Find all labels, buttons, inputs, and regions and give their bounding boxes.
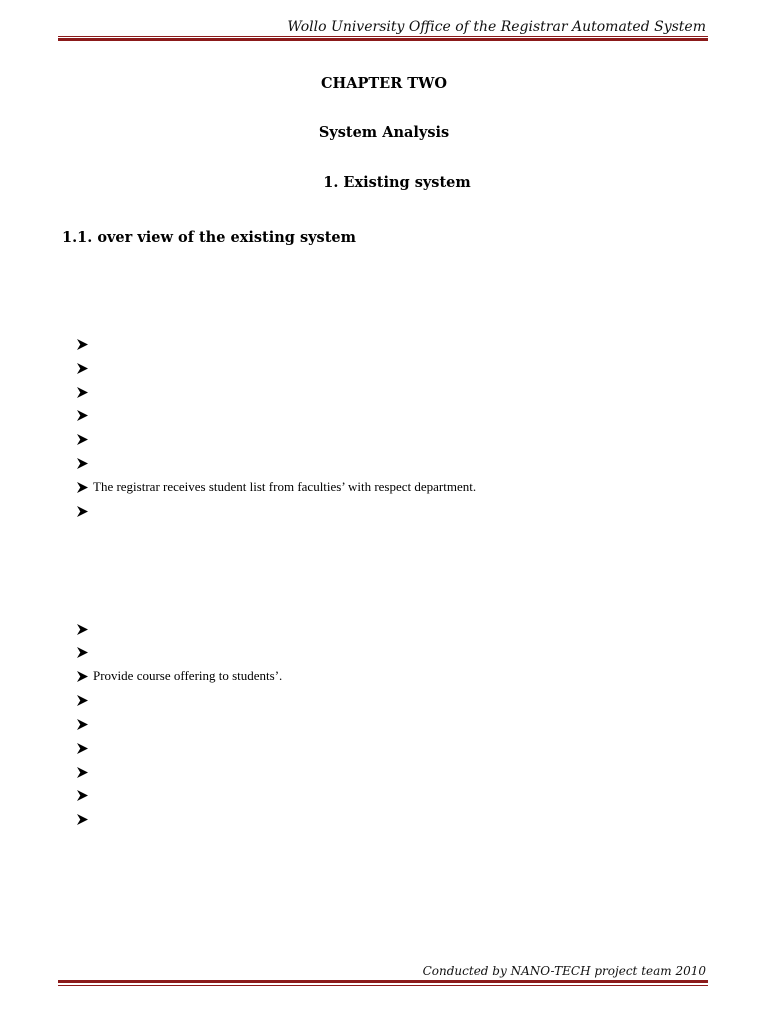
arrowhead-bullet-icon (77, 624, 88, 635)
list-item (77, 786, 93, 804)
list-item (77, 643, 93, 661)
list-item (77, 810, 93, 828)
arrowhead-bullet-icon (77, 410, 88, 421)
list-item (77, 430, 93, 448)
footer-rule-thin (58, 985, 708, 986)
list-item-text: Provide course offering to students’. (93, 668, 283, 683)
list-item (77, 739, 93, 757)
arrowhead-bullet-icon (77, 647, 88, 658)
list-item (77, 359, 93, 377)
arrowhead-bullet-icon (77, 767, 88, 778)
list-item (77, 667, 282, 685)
chapter-title: CHAPTER TWO (320, 75, 448, 92)
arrowhead-bullet-icon (77, 506, 88, 517)
section-title: 1. Existing system (323, 174, 471, 191)
list-item (77, 335, 93, 353)
header-rule-thick (58, 38, 708, 41)
arrowhead-bullet-icon (77, 695, 88, 706)
list-item (77, 502, 93, 520)
arrowhead-bullet-icon (77, 743, 88, 754)
list-item (77, 478, 476, 496)
list-item (77, 691, 93, 709)
arrowhead-bullet-icon (77, 482, 88, 493)
list-item (77, 383, 93, 401)
list-item (77, 454, 93, 472)
arrowhead-bullet-icon (77, 719, 88, 730)
header-rule-thin (58, 36, 708, 37)
list-item (77, 715, 93, 733)
arrowhead-bullet-icon (77, 458, 88, 469)
chapter-subtitle: System Analysis (318, 124, 450, 141)
arrowhead-bullet-icon (77, 790, 88, 801)
list-item (77, 763, 93, 781)
footer-credit: Conducted by NANO-TECH project team 2010 (422, 964, 706, 978)
arrowhead-bullet-icon (77, 671, 88, 682)
list-item (77, 406, 93, 424)
arrowhead-bullet-icon (77, 434, 88, 445)
header-title: Wollo University Office of the Registrar Automated System (287, 19, 706, 35)
footer-rule-thick (58, 980, 708, 983)
subsection-heading: 1.1. over view of the existing system (62, 229, 356, 246)
arrowhead-bullet-icon (77, 339, 88, 350)
list-item-text: The registrar receives student list from faculties’ with respect department. (93, 479, 477, 494)
arrowhead-bullet-icon (77, 814, 88, 825)
arrowhead-bullet-icon (77, 387, 88, 398)
list-item (77, 620, 93, 638)
arrowhead-bullet-icon (77, 363, 88, 374)
